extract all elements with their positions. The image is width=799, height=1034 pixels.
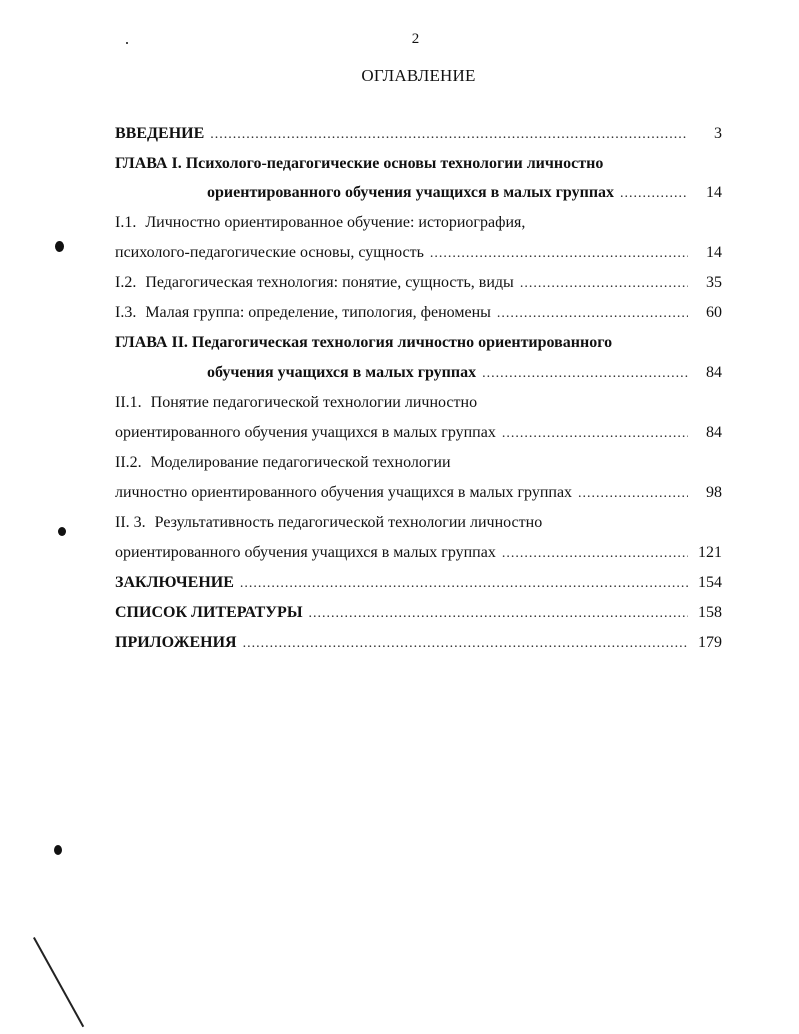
toc-page: 84 bbox=[706, 364, 722, 381]
toc-entry-section-1-3[interactable] bbox=[115, 304, 722, 326]
leader-dots bbox=[243, 636, 688, 652]
toc-page: 154 bbox=[698, 574, 722, 591]
toc-entry-appendix[interactable] bbox=[115, 634, 722, 656]
hole-punch-mark bbox=[54, 845, 62, 855]
toc-title: СПИСОК ЛИТЕРАТУРЫ bbox=[115, 604, 303, 621]
toc-page: 98 bbox=[706, 484, 722, 501]
toc-entry-references[interactable] bbox=[115, 604, 722, 626]
toc-title: Моделирование педагогической технологии bbox=[150, 454, 451, 471]
toc-entry-section-1-2[interactable] bbox=[115, 274, 722, 296]
leader-dots bbox=[502, 546, 688, 562]
toc-entry-section-2-1[interactable] bbox=[115, 394, 722, 416]
leader-dots bbox=[210, 127, 688, 143]
toc-title: Результативность педагогической технологии личностно bbox=[154, 514, 543, 531]
leader-dots bbox=[309, 606, 688, 622]
toc-page: 3 bbox=[714, 125, 722, 142]
page-title: ОГЛАВЛЕНИЕ bbox=[361, 66, 476, 85]
page-number: 2 bbox=[411, 31, 420, 47]
toc-title: ориентированного обучения учащихся в малых группах bbox=[115, 424, 496, 441]
section-number: I.1. bbox=[115, 214, 137, 231]
toc-entry-section-2-2-cont[interactable] bbox=[115, 484, 722, 506]
toc-title: ориентированного обучения учащихся в малых группах bbox=[207, 184, 615, 201]
toc-entry-section-2-3-cont[interactable] bbox=[115, 544, 722, 566]
toc-title: Малая группа: определение, типология, феномены bbox=[145, 304, 491, 321]
toc-title: ЗАКЛЮЧЕНИЕ bbox=[115, 574, 234, 591]
toc-title: личностно ориентированного обучения учащихся в малых группах bbox=[115, 484, 573, 501]
leader-dots bbox=[240, 576, 688, 592]
leader-dots bbox=[578, 486, 688, 502]
toc-page: 14 bbox=[706, 184, 722, 201]
toc-title: психолого-педагогические основы, сущность bbox=[115, 244, 424, 261]
toc-title: ПРИЛОЖЕНИЯ bbox=[115, 634, 237, 651]
toc-title: Педагогическая технология: понятие, сущность, виды bbox=[145, 274, 514, 291]
toc-title: ориентированного обучения учащихся в малых группах bbox=[115, 544, 496, 561]
leader-dots bbox=[430, 246, 688, 262]
leader-dots bbox=[497, 306, 688, 322]
toc-entry-section-1-1[interactable] bbox=[115, 214, 722, 236]
toc-entry-chapter-2-cont[interactable] bbox=[207, 364, 722, 386]
toc-page: 158 bbox=[698, 604, 722, 621]
toc-entry-chapter-2[interactable] bbox=[115, 334, 722, 356]
toc-title: ВВЕДЕНИЕ bbox=[115, 125, 205, 142]
toc-page: 60 bbox=[706, 304, 722, 321]
leader-dots bbox=[502, 426, 688, 442]
leader-dots bbox=[620, 186, 688, 202]
diagonal-stroke-mark bbox=[33, 937, 84, 1027]
toc-title: обучения учащихся в малых группах bbox=[207, 364, 477, 381]
leader-dots bbox=[482, 366, 688, 382]
section-number: II.1. bbox=[115, 394, 142, 411]
section-number: I.3. bbox=[115, 304, 137, 321]
toc-page: 14 bbox=[706, 244, 722, 261]
toc-title: ГЛАВА I. Психолого-педагогические основы технологии личностно bbox=[115, 155, 604, 172]
leader-dots bbox=[520, 276, 688, 292]
toc-entry-section-2-2[interactable] bbox=[115, 454, 722, 476]
section-number: II.2. bbox=[115, 454, 142, 471]
toc-page: 121 bbox=[698, 544, 722, 561]
toc-page: 35 bbox=[706, 274, 722, 291]
hole-punch-mark bbox=[58, 527, 66, 536]
toc-page: 179 bbox=[698, 634, 722, 651]
section-number: II. 3. bbox=[115, 514, 146, 531]
toc-entry-section-1-1-cont[interactable] bbox=[115, 244, 722, 266]
toc-title: Понятие педагогической технологии личностно bbox=[150, 394, 478, 411]
toc-entry-conclusion[interactable] bbox=[115, 574, 722, 596]
toc-title: Личностно ориентированное обучение: историография, bbox=[145, 214, 526, 231]
hole-punch-mark bbox=[55, 241, 64, 252]
toc-entry-chapter-1-cont[interactable] bbox=[207, 184, 722, 206]
toc-title: ГЛАВА II. Педагогическая технология личностно ориентированного bbox=[115, 334, 613, 351]
speck-mark bbox=[126, 42, 128, 44]
section-number: I.2. bbox=[115, 274, 137, 291]
toc-entry-section-2-1-cont[interactable] bbox=[115, 424, 722, 446]
toc-entry-intro[interactable] bbox=[115, 125, 722, 147]
toc-entry-section-2-3[interactable] bbox=[115, 514, 722, 536]
toc-entry-chapter-1[interactable] bbox=[115, 155, 722, 177]
toc-page: 84 bbox=[706, 424, 722, 441]
